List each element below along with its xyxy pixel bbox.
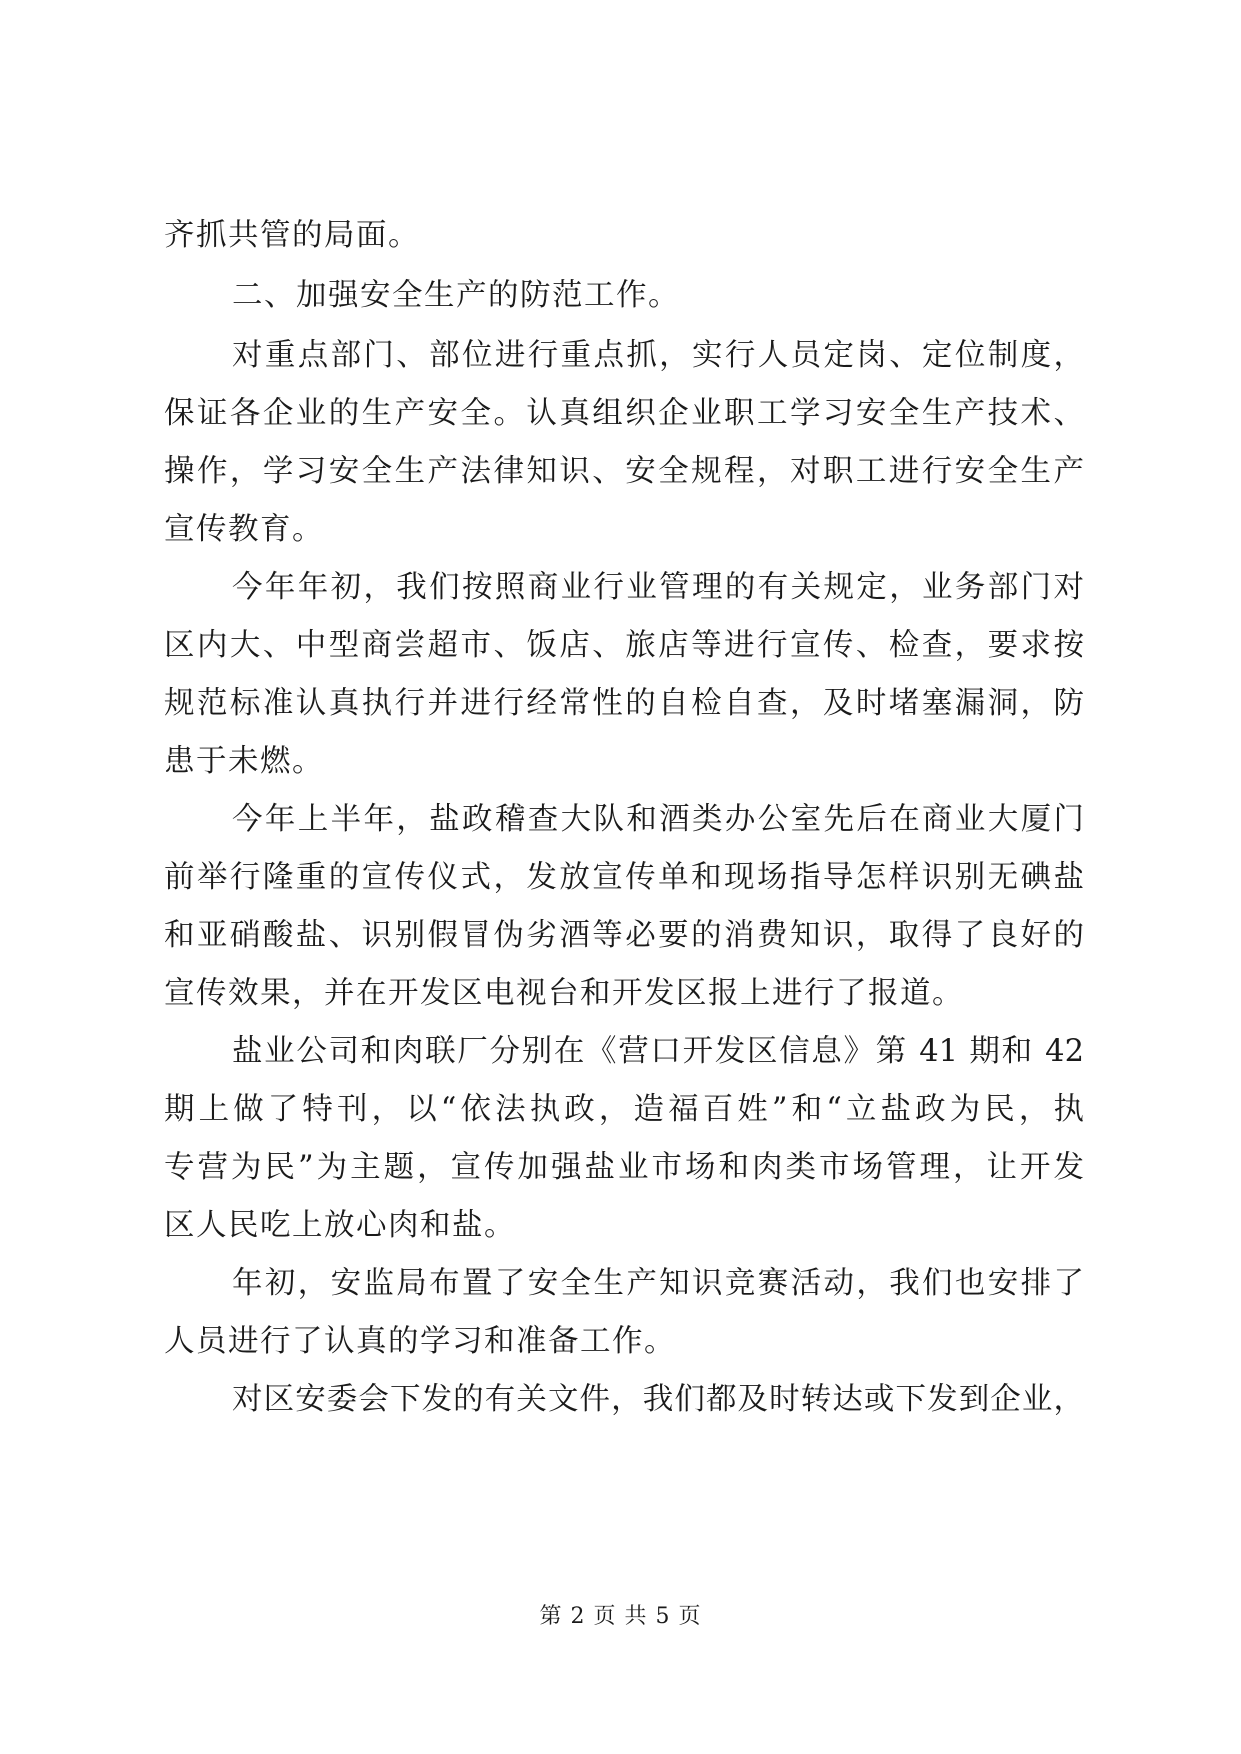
- paragraph-line: 规范标准认真执行并进行经常性的自检自查，及时堵塞漏洞，防: [164, 686, 1084, 721]
- paragraph-line: 期上做了特刊，以“依法执政，造福百姓”和“立盐政为民，执: [164, 1092, 1084, 1127]
- paragraph-line: 患于未燃。: [164, 744, 324, 779]
- paragraph-line: 年初，安监局布置了安全生产知识竞赛活动，我们也安排了: [232, 1266, 1084, 1301]
- paragraph-line: 区人民吃上放心肉和盐。: [164, 1208, 516, 1243]
- paragraph-line: 操作，学习安全生产法律知识、安全规程，对职工进行安全生产: [164, 454, 1084, 489]
- paragraph-line: 专营为民”为主题，宣传加强盐业市场和肉类市场管理，让开发: [164, 1150, 1084, 1185]
- paragraph-line: 区内大、中型商尝超市、饭店、旅店等进行宣传、检查，要求按: [164, 628, 1084, 663]
- paragraph-line: 对重点部门、部位进行重点抓，实行人员定岗、定位制度，: [232, 338, 1084, 373]
- paragraph-line: 前举行隆重的宣传仪式，发放宣传单和现场指导怎样识别无碘盐: [164, 860, 1084, 895]
- paragraph-line: 齐抓共管的局面。: [164, 218, 420, 253]
- paragraph-line: 人员进行了认真的学习和准备工作。: [164, 1324, 676, 1359]
- paragraph-line: 对区安委会下发的有关文件，我们都及时转达或下发到企业，: [232, 1382, 1084, 1417]
- paragraph-line: 今年年初，我们按照商业行业管理的有关规定，业务部门对: [232, 570, 1084, 605]
- paragraph-line: 宣传教育。: [164, 512, 324, 547]
- paragraph-line: 宣传效果，并在开发区电视台和开发区报上进行了报道。: [164, 976, 964, 1011]
- section-heading: 二、加强安全生产的防范工作。: [232, 278, 680, 313]
- page-number-footer: 第 2 页 共 5 页: [539, 1604, 702, 1629]
- paragraph-line: 保证各企业的生产安全。认真组织企业职工学习安全生产技术、: [164, 396, 1084, 431]
- paragraph-line: 和亚硝酸盐、识别假冒伪劣酒等必要的消费知识，取得了良好的: [164, 918, 1084, 953]
- paragraph-line: 今年上半年，盐政稽查大队和酒类办公室先后在商业大厦门: [232, 802, 1084, 837]
- paragraph-line: 盐业公司和肉联厂分别在《营口开发区信息》第 41 期和 42: [232, 1034, 1084, 1069]
